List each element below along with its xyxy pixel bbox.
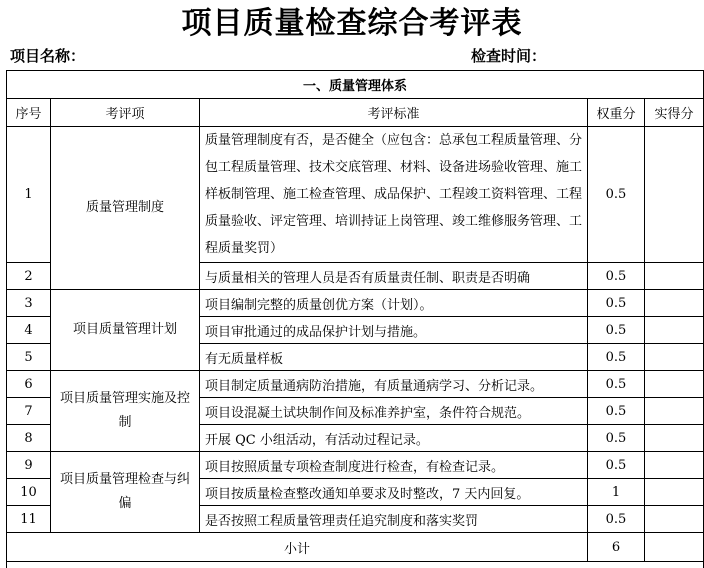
category-cell: 质量管理制度 <box>51 127 200 290</box>
row-standard: 开展 QC 小组活动，有活动过程记录。 <box>200 425 588 452</box>
category-cell: 项目质量管理实施及控制 <box>51 371 200 452</box>
row-score[interactable] <box>645 398 704 425</box>
row-standard: 项目制定质量通病防治措施，有质量通病学习、分析记录。 <box>200 371 588 398</box>
row-score[interactable] <box>645 127 704 263</box>
category-cell: 项目质量管理计划 <box>51 290 200 371</box>
category-cell: 项目质量管理检查与纠偏 <box>51 452 200 533</box>
form-title: 项目质量检查综合考评表 <box>0 4 704 44</box>
row-weight: 0.5 <box>588 452 645 479</box>
row-standard: 质量管理制度有否，是否健全（应包含：总承包工程质量管理、分包工程质量管理、技术交底管理、材料、设备进场验收管理、施工样板制管理、施工检查管理、成品保护、工程竣工资料管理、工程质量验收、评定管理、培训持证上岗管理、竣工维修服务管理、工程质量奖罚） <box>200 127 588 263</box>
row-score[interactable] <box>645 317 704 344</box>
row-weight: 0.5 <box>588 127 645 263</box>
row-weight: 0.5 <box>588 371 645 398</box>
evaluation-table <box>6 70 704 568</box>
subtotal-row <box>7 533 704 562</box>
row-weight: 0.5 <box>588 398 645 425</box>
row-score[interactable] <box>645 344 704 371</box>
row-standard: 与质量相关的管理人员是否有质量责任制、职责是否明确 <box>200 263 588 290</box>
table-row <box>7 371 704 398</box>
row-score[interactable] <box>645 452 704 479</box>
row-no: 9 <box>7 452 51 479</box>
row-standard: 项目审批通过的成品保护计划与措施。 <box>200 317 588 344</box>
row-no: 7 <box>7 398 51 425</box>
row-weight: 1 <box>588 479 645 506</box>
row-weight: 0.5 <box>588 290 645 317</box>
row-standard: 项目设混凝土试块制作间及标准养护室，条件符合规范。 <box>200 398 588 425</box>
row-score[interactable] <box>645 263 704 290</box>
row-standard: 项目按照质量专项检查制度进行检查，有检查记录。 <box>200 452 588 479</box>
section-title: 一、质量管理体系 <box>7 71 704 99</box>
row-score[interactable] <box>645 290 704 317</box>
row-score[interactable] <box>645 425 704 452</box>
row-no: 3 <box>7 290 51 317</box>
header-score: 实得分 <box>645 99 704 127</box>
header-row <box>7 99 704 127</box>
next-section-row <box>7 562 704 568</box>
header-item: 考评项 <box>51 99 200 127</box>
row-standard: 项目编制完整的质量创优方案（计划）。 <box>200 290 588 317</box>
project-name-label: 项目名称： <box>10 46 85 66</box>
row-standard: 是否按照工程质量管理责任追究制度和落实奖罚 <box>200 506 588 533</box>
row-no: 10 <box>7 479 51 506</box>
row-weight: 0.5 <box>588 263 645 290</box>
row-weight: 0.5 <box>588 506 645 533</box>
row-no: 1 <box>7 127 51 263</box>
header-weight: 权重分 <box>588 99 645 127</box>
check-time-label: 检查时间： <box>471 46 546 66</box>
row-weight: 0.5 <box>588 317 645 344</box>
next-section-cell <box>7 562 704 568</box>
row-standard: 有无质量样板 <box>200 344 588 371</box>
row-score[interactable] <box>645 371 704 398</box>
row-weight: 0.5 <box>588 344 645 371</box>
row-no: 4 <box>7 317 51 344</box>
row-no: 5 <box>7 344 51 371</box>
header-standard: 考评标准 <box>200 99 588 127</box>
row-score[interactable] <box>645 479 704 506</box>
row-no: 11 <box>7 506 51 533</box>
row-no: 8 <box>7 425 51 452</box>
row-no: 2 <box>7 263 51 290</box>
row-score[interactable] <box>645 506 704 533</box>
table-row <box>7 452 704 479</box>
subtotal-label: 小计 <box>7 533 588 562</box>
subtotal-value: 6 <box>588 533 645 562</box>
row-weight: 0.5 <box>588 425 645 452</box>
section-row <box>7 71 704 99</box>
table-row <box>7 290 704 317</box>
row-no: 6 <box>7 371 51 398</box>
subtotal-score[interactable] <box>645 533 704 562</box>
header-no: 序号 <box>7 99 51 127</box>
table-row <box>7 127 704 263</box>
row-standard: 项目按质量检查整改通知单要求及时整改，7 天内回复。 <box>200 479 588 506</box>
